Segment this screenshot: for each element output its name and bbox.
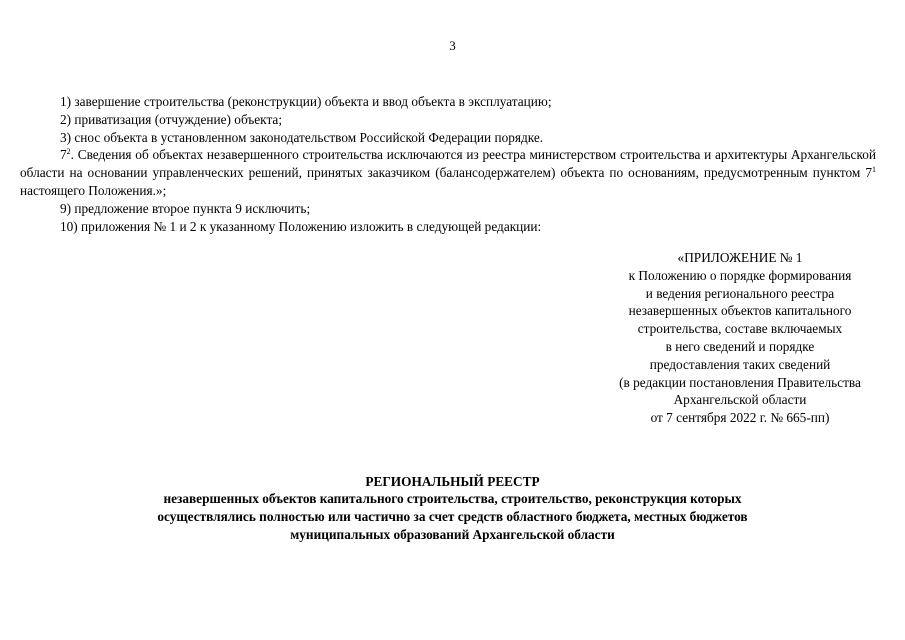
paragraph-item-10: 10) приложения № 1 и 2 к указанному Положению изложить в следующей редакции:: [60, 218, 542, 234]
registry-subtitle-line: осуществлялись полностью или частично за счет средств областного бюджета, местных бюджетов: [157, 509, 748, 524]
clause-text-b: настоящего Положения.»;: [20, 182, 167, 198]
registry-title: РЕГИОНАЛЬНЫЙ РЕЕСТР: [365, 474, 540, 489]
clause-number: 7: [60, 147, 67, 163]
paragraph-item-9: 9) предложение второе пункта 9 исключить;: [60, 200, 311, 216]
appendix-line: «ПРИЛОЖЕНИЕ № 1: [677, 250, 803, 265]
appendix-line: к Положению о порядке формирования: [628, 267, 852, 283]
appendix-line: Архангельской области: [673, 392, 807, 408]
registry-subtitle-line: муниципальных образований Архангельской области: [290, 527, 615, 542]
appendix-line: незавершенных объектов капитального: [628, 303, 852, 319]
appendix-line: и ведения регионального реестра: [645, 285, 835, 301]
clause-text-a: . Сведения об объектах незавершенного строительства исключаются из реестра министерством строительства и архитектуры Архангельской области на основании управленческих решений, принятых заказчиком (балансодержателем) объекта по основаниям, предусмотренным пунктом 7: [20, 147, 876, 181]
registry-subtitle: [0, 490, 905, 544]
amendment-text: [20, 93, 876, 235]
page-number: 3: [449, 38, 456, 53]
paragraph-item-1: 1) завершение строительства (реконструкции) объекта и ввод объекта в эксплуатацию;: [60, 94, 552, 109]
appendix-line: от 7 сентября 2022 г. № 665-пп): [650, 410, 830, 426]
paragraph-item-3: 3) снос объекта в установленном законодательством Российской Федерации порядке.: [60, 129, 544, 145]
appendix-line: в него сведений и порядке: [665, 338, 815, 354]
appendix-line: (в редакции постановления Правительства: [619, 374, 861, 390]
appendix-line: предоставления таких сведений: [649, 356, 831, 372]
appendix-line: строительства, составе включаемых: [637, 321, 843, 337]
appendix-header: [590, 249, 890, 427]
paragraph-item-7-2: [20, 146, 876, 199]
paragraph-item-2: 2) приватизация (отчуждение) объекта;: [60, 111, 283, 127]
registry-subtitle-line: незавершенных объектов капитального строительства, строительство, реконструкция которых: [163, 491, 742, 506]
clause-superscript-ref: 1: [872, 165, 876, 175]
clause-superscript: 2: [66, 147, 71, 157]
